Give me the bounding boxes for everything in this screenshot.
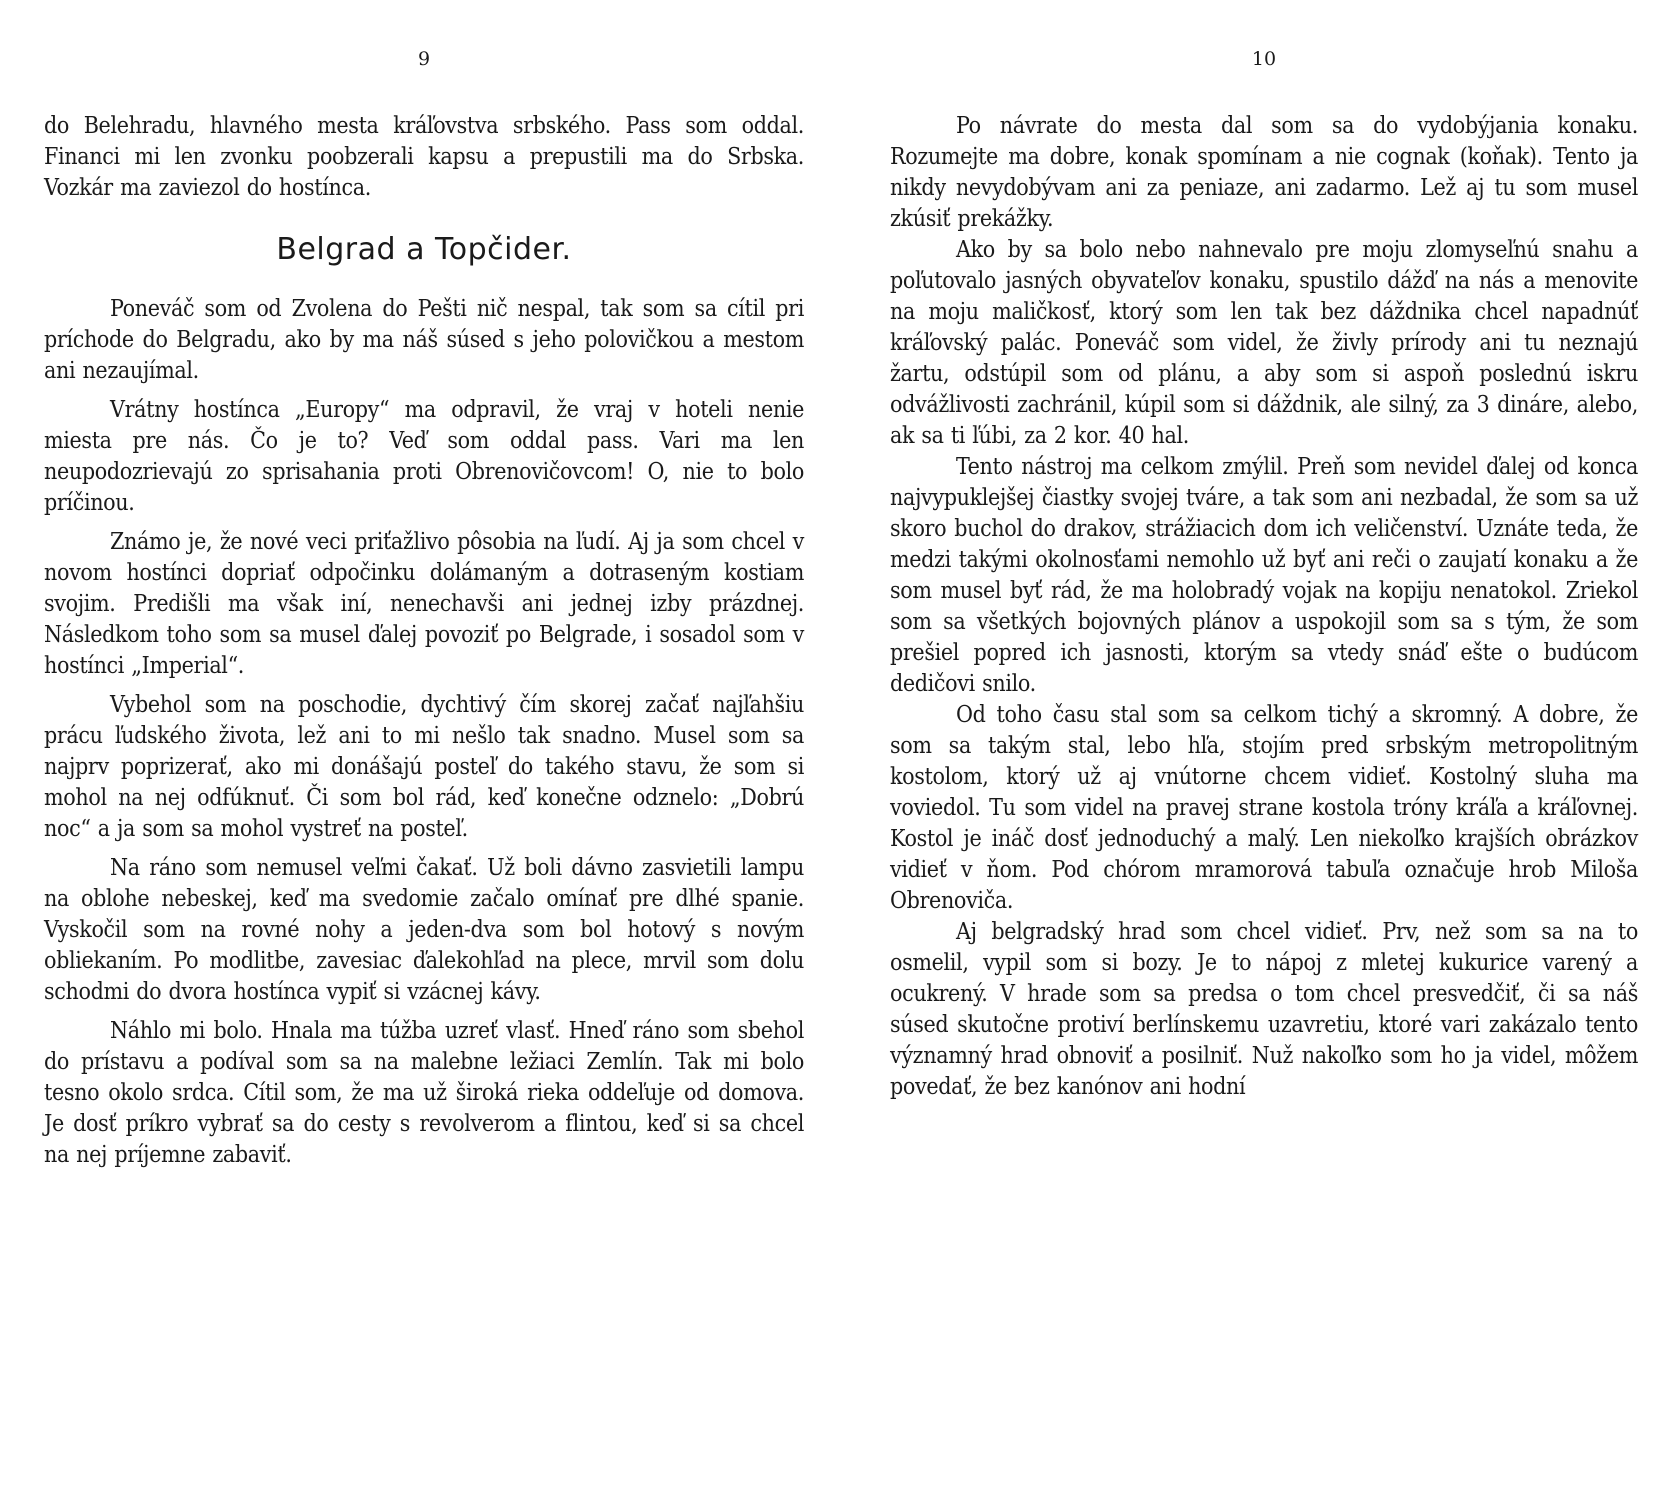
paragraph: Vrátny hostínca „Europy“ ma odpravil, že vraj v hoteli nenie miesta pre nás. Čo je to? Veď som oddal pass. Vari ma len neupodozrievajú zo sprisahania proti Obrenovičovcom! O, nie to bolo príčinou. <box>44 397 804 516</box>
right-page <box>890 0 1638 1500</box>
left-page <box>44 0 804 1500</box>
page-number-left: 9 <box>417 48 431 70</box>
right-text-column <box>890 111 1638 1103</box>
paragraph: Tento nástroj ma celkom zmýlil. Preň som nevidel ďalej od konca najvypuklejšej čiastky svojej tváre, a tak som ani nezbadal, že som sa už skoro buchol do drakov, strážiacich dom ich veličenství. Uznáte teda, že medzi takými okolnosťami nemohlo už byť ani reči o zaujatí konaku a že som musel byť rád, že ma holobradý vojak na kopiju nenatokol. Zriekol som sa všetkých bojovných plánov a uspokojil som sa s tým, že som prešiel popred ich jasnosti, ktorým sa vtedy snáď ešte o budúcom dedičovi snilo. <box>890 454 1638 697</box>
paragraph: Známo je, že nové veci priťažlivo pôsobia na ľudí. Aj ja som chcel v novom hostínci dopriať odpočinku dolámaným a dotraseným kostiam svojim. Predišli ma však iní, nenechavši ani jednej izby prázdnej. Následkom toho som sa musel ďalej povoziť po Belgrade, i sosadol som v hostínci „Imperial“. <box>44 529 804 679</box>
paragraph: Aj belgradský hrad som chcel vidieť. Prv, než som sa na to osmelil, vypil som si bozy. Je to nápoj z mletej kukurice varený a ocukrený. V hrade som sa predsa o tom chcel presvedčiť, či sa náš súsed skutočne protiví berlínskemu uzavretiu, ktoré vari zakázalo tento významný hrad obnoviť a posilniť. Nuž nakoľko som ho ja videl, môžem povedať, že bez kanónov ani hodní <box>890 919 1638 1100</box>
paragraph: Ako by sa bolo nebo nahnevalo pre moju zlomyseľnú snahu a poľutovalo jasných obyvateľov konaku, spustilo dážď na nás a menovite na moju maličkosť, ktorý som len tak bez dáždnika chcel napadnúť kráľovský palác. Poneváč som videl, že živly prírody ani tu neznajú žartu, odstúpil som od plánu, a aby som si aspoň poslednú iskru odvážlivosti zachránil, kúpil som si dáždnik, ale silný, za 3 dináre, alebo, ak sa ti ľúbi, za 2 kor. 40 hal. <box>890 237 1638 449</box>
paragraph: Vybehol som na poschodie, dychtivý čím skorej začať najľahšiu prácu ľudského života, lež ani to mi nešlo tak snadno. Musel som sa najprv poprizerať, ako mi donášajú posteľ do takého stavu, že som si mohol na nej odfúknuť. Či som bol rád, keď konečne odznelo: „Dobrú noc“ a ja som sa mohol vystreť na posteľ. <box>44 692 804 842</box>
paragraph: Poneváč som od Zvolena do Pešti nič nespal, tak som sa cítil pri príchode do Belgradu, ako by ma náš súsed s jeho polovičkou a mestom ani nezaujímal. <box>44 296 804 384</box>
section-heading: Belgrad a Topčider. <box>276 232 572 267</box>
paragraph: Od toho času stal som sa celkom tichý a skromný. A dobre, že som sa takým stal, lebo hľa, stojím pred srbským metropolitným kostolom, ktorý už aj vnútorne chcem vidieť. Kostolný sluha ma voviedol. Tu som videl na pravej strane kostola tróny kráľa a kráľovnej. Kostol je ináč dosť jednoduchý a malý. Len niekoľko krajších obrázkov vidieť v ňom. Pod chórom mramorová tabuľa označuje hrob Miloša Obrenoviča. <box>890 702 1638 914</box>
page-number-right: 10 <box>1251 48 1277 70</box>
paragraph-continued: do Belehradu, hlavného mesta kráľovstva srbského. Pass som oddal. Financi mi len zvonku poobzerali kapsu a prepustili ma do Srbska. Vozkár ma zaviezol do hostínca. <box>44 113 804 201</box>
paragraph: Po návrate do mesta dal som sa do vydobýjania konaku. Rozumejte ma dobre, konak spomínam a nie cognak (koňak). Tento ja nikdy nevydobývam ani za peniaze, ani zadarmo. Lež aj tu som musel zkúsiť prekážky. <box>890 113 1638 232</box>
paragraph: Náhlo mi bolo. Hnala ma túžba uzreť vlasť. Hneď ráno som sbehol do prístavu a podíval som sa na malebne ležiaci Zemlín. Tak mi bolo tesno okolo srdca. Cítil som, že ma už široká rieka oddeľuje od domova. Je dosť príkro vybrať sa do cesty s revolverom a flintou, keď si sa chcel na nej príjemne zabaviť. <box>44 1018 804 1168</box>
left-text-column <box>44 111 804 1179</box>
paragraph: Na ráno som nemusel veľmi čakať. Už boli dávno zasvietili lampu na oblohe nebeskej, keď ma svedomie začalo omínať pre dlhé spanie. Vyskočil som na rovné nohy a jeden-dva som bol hotový s novým obliekaním. Po modlitbe, zavesiac ďalekohľad na plece, mrvil som dolu schodmi do dvora hostínca vypiť si vzácnej kávy. <box>44 855 804 1005</box>
